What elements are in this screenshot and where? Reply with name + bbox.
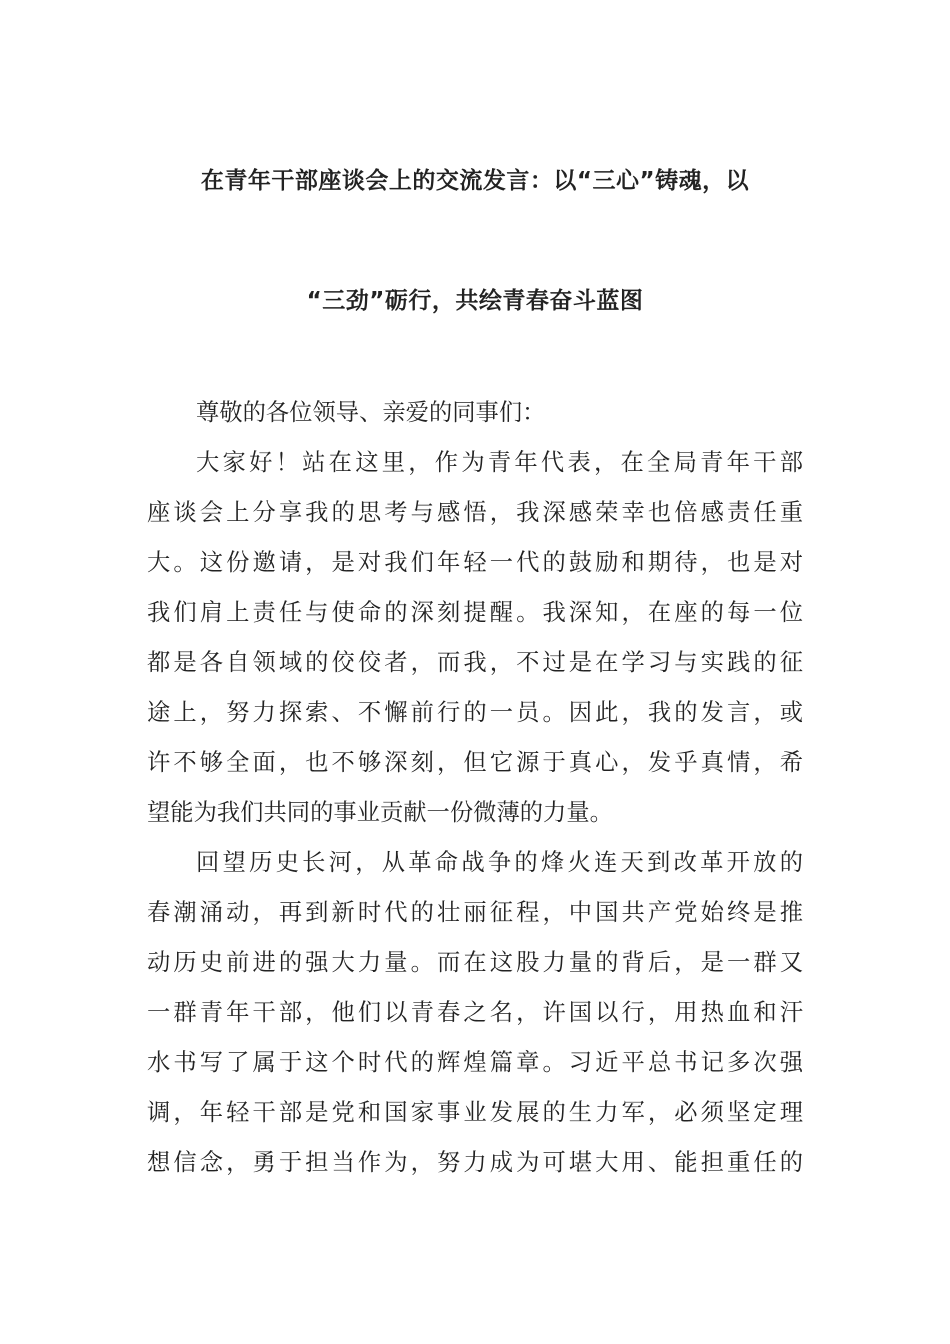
paragraph-1-line: 途上，努力探索、不懈前行的一员。因此，我的发言，或 xyxy=(147,699,803,726)
paragraph-2-line: 水书写了属于这个时代的辉煌篇章。习近平总书记多次强 xyxy=(147,1049,803,1076)
paragraph-1-line: 都是各自领域的佼佼者，而我，不过是在学习与实践的征 xyxy=(147,649,803,676)
paragraph-1-line: 我们肩上责任与使命的深刻提醒。我深知，在座的每一位 xyxy=(147,599,803,626)
paragraph-1-line: 许不够全面，也不够深刻，但它源于真心，发乎真情，希 xyxy=(147,749,803,776)
paragraph-2-line: 一群青年干部，他们以青春之名，许国以行，用热血和汗 xyxy=(147,999,803,1026)
paragraph-2-line: 想信念，勇于担当作为，努力成为可堪大用、能担重任的 xyxy=(147,1149,803,1176)
paragraph-1-line: 座谈会上分享我的思考与感悟，我深感荣幸也倍感责任重 xyxy=(147,499,803,526)
document-title-line-1: 在青年干部座谈会上的交流发言：以“三心”铸魂，以 xyxy=(200,168,750,194)
salutation: 尊敬的各位领导、亲爱的同事们： xyxy=(196,399,546,426)
paragraph-2-line: 回望历史长河，从革命战争的烽火连天到改革开放的 xyxy=(196,849,803,876)
document-title-line-2: “三劲”砺行，共绘青春奋斗蓝图 xyxy=(306,288,644,314)
paragraph-2-line: 动历史前进的强大力量。而在这股力量的背后，是一群又 xyxy=(147,949,803,976)
paragraph-2-line: 调，年轻干部是党和国家事业发展的生力军，必须坚定理 xyxy=(147,1099,803,1126)
paragraph-1-line: 望能为我们共同的事业贡献一份微薄的力量。 xyxy=(147,799,613,826)
paragraph-1-line: 大。这份邀请，是对我们年轻一代的鼓励和期待，也是对 xyxy=(147,549,803,576)
paragraph-1-line: 大家好！站在这里，作为青年代表，在全局青年干部 xyxy=(196,449,803,476)
paragraph-2-line: 春潮涌动，再到新时代的壮丽征程，中国共产党始终是推 xyxy=(147,899,803,926)
